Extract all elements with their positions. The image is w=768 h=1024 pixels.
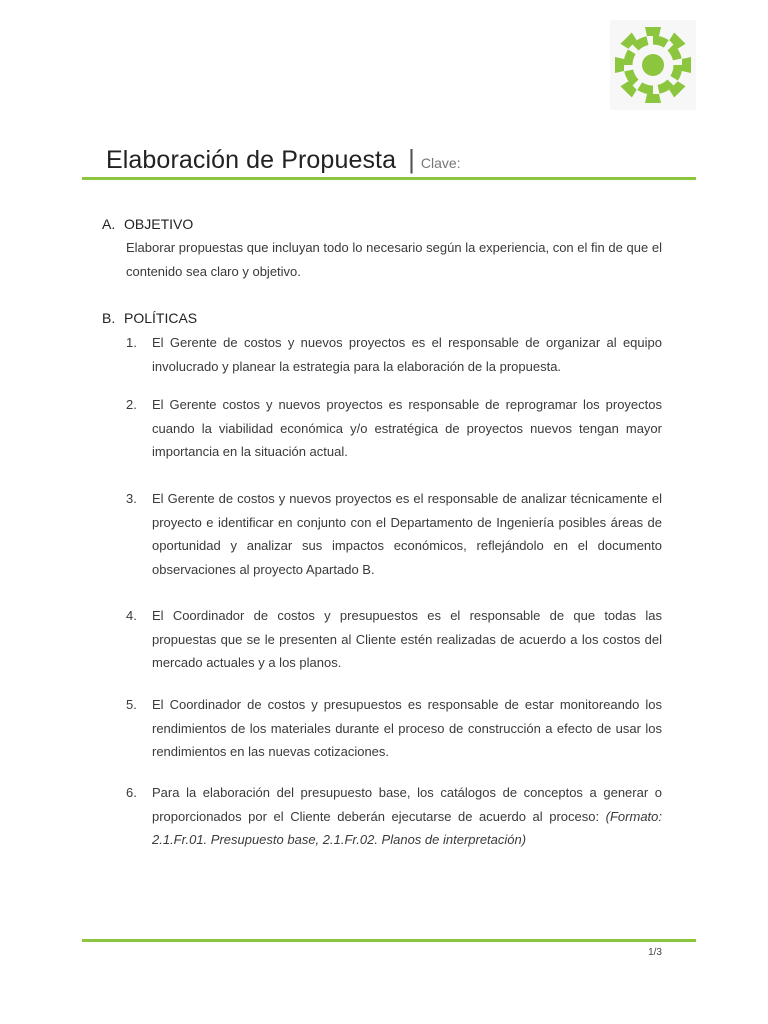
- section-heading: OBJETIVO: [124, 216, 194, 232]
- item-number: 2.: [126, 397, 137, 412]
- list-item: [126, 487, 662, 581]
- header-rule: [82, 177, 696, 180]
- list-item: [126, 693, 662, 764]
- gear-logo-icon: [610, 20, 696, 110]
- section-politicas: [102, 308, 662, 328]
- item-text: El Coordinador de costos y presupuestos es responsable de estar monitoreando los rendimientos de los materiales durante el proceso de construcción a efecto de usar los rendimientos en las nuevas cotizaciones.: [152, 697, 662, 759]
- list-item: [126, 604, 662, 675]
- section-letter: B.: [102, 310, 116, 326]
- section-letter: A.: [102, 216, 116, 232]
- item-text: [152, 781, 662, 852]
- clave-label: Clave:: [420, 155, 461, 171]
- list-item: [126, 393, 662, 464]
- item-text: El Gerente costos y nuevos proyectos es responsable de reprogramar los proyectos cuando la viabilidad económica y/o estratégica de proyectos nuevos tengan mayor importancia en la situación actual.: [152, 397, 662, 459]
- section-heading: POLÍTICAS: [124, 310, 198, 326]
- document-title: Elaboración de Propuesta: [106, 146, 397, 174]
- item-text-italic: (Formato: 2.1.Fr.01. Presupuesto base, 2.1.Fr.02. Planos de interpretación): [152, 808, 662, 847]
- item-number: 1.: [126, 335, 137, 350]
- item-text: El Gerente de costos y nuevos proyectos es el responsable de organizar al equipo involucrado y planear la estrategia para la elaboración de la propuesta.: [152, 335, 662, 374]
- list-item: [126, 331, 662, 378]
- section-body: Elaborar propuestas que incluyan todo lo necesario según la experiencia, con el fin de que el contenido sea claro y objetivo.: [126, 240, 662, 279]
- page-number: 1/3: [648, 947, 662, 958]
- title-separator: |: [408, 144, 415, 174]
- list-item: [126, 781, 662, 852]
- item-text: El Gerente de costos y nuevos proyectos es el responsable de analizar técnicamente el proyecto e identificar en conjunto con el Departamento de Ingeniería posibles áreas de oportunidad y analizar sus impactos económicos, reflejándolo en el documento observaciones al proyecto Apartado B.: [152, 491, 662, 577]
- item-text: El Coordinador de costos y presupuestos es el responsable de que todas las propuestas que se le presenten al Cliente estén realizadas de acuerdo a los costos del mercado actuales y a los planos.: [152, 608, 662, 670]
- item-number: 5.: [126, 697, 137, 712]
- item-number: 6.: [126, 785, 137, 800]
- item-number: 4.: [126, 608, 137, 623]
- document-header: [106, 144, 696, 180]
- item-number: 3.: [126, 491, 137, 506]
- section-objetivo: [102, 214, 662, 284]
- footer-rule: [82, 939, 696, 942]
- item-text-main: Para la elaboración del presupuesto base, los catálogos de conceptos a generar o proporcionados por el Cliente deberán ejecutarse de acuerdo al proceso:: [152, 785, 662, 824]
